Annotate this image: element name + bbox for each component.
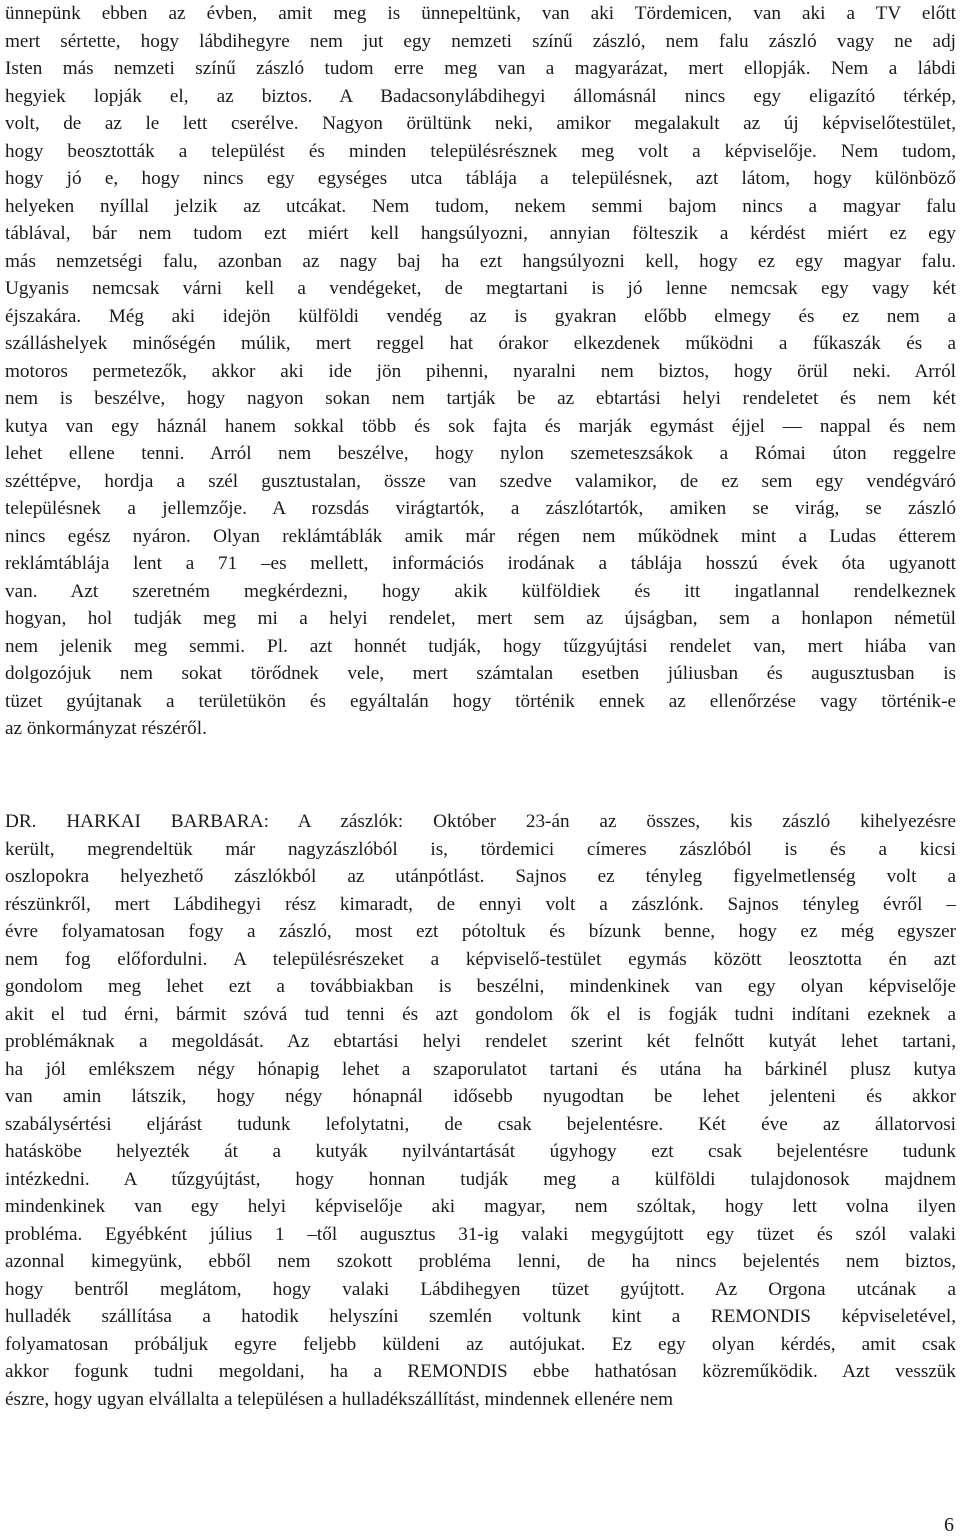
- text-line: táblával, bár nem tudom ezt miért kell hangsúlyozni, annyian fölteszik a kérdést miért ez egy: [5, 223, 956, 244]
- text-line: dolgozójuk nem sokat törődnek vele, mert számtalan esetben júliusban és augusztusban is: [5, 663, 956, 684]
- text-line: hegyiek lopják el, az biztos. A Badacsonylábdihegyi állomásnál nincs egy eligazító térkép,: [5, 85, 956, 107]
- text-line: reklámtáblája lent a 71 –es mellett, információs irodának a táblája hosszú évek óta ugyanott: [5, 553, 956, 574]
- text-line: mert sértette, hogy lábdihegyre nem jut egy nemzeti színű zászló, nem falu zászló vagy ne adj: [5, 30, 956, 52]
- text-line: akit el tud érni, bármit szóvá tud tenni és azt gondolom ők el is fogják tudni indítani ezeknek a: [5, 1003, 956, 1025]
- text-line: folyamatosan próbáljuk egyre feljebb küldeni az autójukat. Ez egy olyan kérdés, amit csak: [5, 1333, 956, 1355]
- text-line: hogy jó e, hogy nincs egy egységes utca táblája a településnek, azt látom, hogy különböző: [5, 168, 956, 189]
- text-line: intézkedni. A tűzgyújtást, hogy honnan tudják meg a külföldi tulajdonosok majdnem: [5, 1168, 956, 1190]
- text-line: hogy bentről meglátom, hogy valaki Lábdihegyen tüzet gyújtott. Az Orgona utcának a: [5, 1278, 956, 1300]
- text-line: hogyan, hol tudják meg mi a helyi rendelet, mert sem az újságban, sem a honlapon németül: [5, 608, 956, 629]
- text-line: mindenkinek van egy helyi képviselője aki magyar, nem szóltak, hogy lett volna ilyen: [5, 1196, 956, 1217]
- text-line: akkor fogunk tudni megoldani, ha a REMONDIS ebbe hathatósan közreműködik. Azt vesszük: [5, 1361, 956, 1382]
- text-line: évre folyamatosan fogy a zászló, most ezt pótoltuk és bízunk benne, hogy ez még egyszer: [5, 921, 956, 942]
- text-line: az önkormányzat részéről.: [5, 718, 207, 739]
- text-line: Isten más nemzeti színű zászló tudom erre meg van a magyarázat, mert ellopják. Nem a lábdi: [5, 58, 956, 79]
- text-line: tüzet gyújtanak a területükön és egyáltalán hogy történik ennek az ellenőrzése vagy történik-e: [5, 690, 956, 712]
- text-line: kutya van egy háznál hanem sokkal több és sok fajta és marják egymást éjjel — nappal és nem: [5, 415, 956, 437]
- text-line: ha jól emlékszem négy hónapig lehet a szaporulatot tartani és utána ha bárkinél plusz kutya: [5, 1058, 956, 1080]
- text-line: oszlopokra helyezhető zászlókból az utánpótlást. Sajnos ez tényleg figyelmetlenség volt a: [5, 866, 956, 887]
- text-line: hulladék szállítása a hatodik helyszíni szemlén voltunk kint a REMONDIS képviseletével,: [5, 1306, 956, 1327]
- text-line: hogy beosztották a települést és minden településrésznek meg volt a képviselője. Nem tudom,: [5, 140, 956, 162]
- text-line: széttépve, hordja a szél gusztustalan, össze van szedve valamikor, de ez sem egy vendégváró: [5, 470, 956, 492]
- text-line: volt, de az le lett cserélve. Nagyon örültünk neki, amikor megalakult az új képviselőtestület,: [5, 113, 956, 134]
- text-line: szabálysértési eljárást tudunk lefolytatni, de csak bejelentésre. Két éve az állatorvosi: [5, 1113, 956, 1135]
- paragraph-harkai-barbara-reply: [5, 808, 956, 1413]
- text-line: került, megrendeltük már nagyzászlóból is, tördemici címeres zászlóból is és a kicsi: [5, 838, 956, 860]
- text-line: nem is beszélve, hogy nagyon sokan nem tartják be az ebtartási helyi rendeletet és nem két: [5, 388, 956, 409]
- text-line: nincs egész nyáron. Olyan reklámtáblák amik már régen nem működnek mint a Ludas étterem: [5, 525, 956, 547]
- text-line: lehet ellene tenni. Arról nem beszélve, hogy nylon szemeteszsákok a Római úton reggelre: [5, 443, 956, 464]
- text-line: DR. HARKAI BARBARA: A zászlók: Október 23-án az összes, kis zászló kihelyezésre: [5, 811, 956, 832]
- text-line: nem jelenik meg semmi. Pl. azt honnét tudják, hogy tűzgyújtási rendelet van, mert hiába van: [5, 635, 956, 657]
- page-number: 6: [944, 1514, 954, 1536]
- text-line: szálláshelyek minőségén múlik, mert reggel hat órakor elkezdenek működni a fűkaszák és a: [5, 333, 956, 354]
- text-line: helyeken nyíllal jelzik az utcákat. Nem tudom, nekem semmi bajom nincs a magyar falu: [5, 195, 956, 217]
- text-line: Ugyanis nemcsak várni kell a vendégeket, de megtartani is jó lenne nemcsak egy vagy két: [5, 278, 956, 299]
- text-line: azonnal kimegyünk, ebből nem szokott probléma lenni, de ha nincs bejelentés nem biztos,: [5, 1251, 956, 1272]
- text-line: településnek a jellemzője. A rozsdás virágtartók, a zászlótartók, amiken se virág, se zászló: [5, 498, 956, 519]
- text-line: van amin látszik, hogy négy hónapnál idősebb nyugodtan be lehet jelenteni és akkor: [5, 1086, 956, 1107]
- text-line: hatásköbe helyezték át a kutyák nyilvántartását úgyhogy ezt csak bejelentésre tudunk: [5, 1141, 956, 1162]
- text-line: problémáknak a megoldását. Az ebtartási helyi rendelet szerint két felnőtt kutyát lehet tartani,: [5, 1031, 956, 1052]
- text-line: probléma. Egyébként július 1 –től augusztus 31-ig valaki megygújtott egy tüzet és szól valaki: [5, 1223, 956, 1245]
- text-line: éjszakára. Még aki idejön külföldi vendég az is gyakran előbb elmegy és ez nem a: [5, 305, 956, 327]
- text-line: részünkről, mert Lábdihegyi rész kimaradt, de ennyi volt a zászlónk. Sajnos tényleg évről –: [5, 893, 956, 915]
- text-line: más nemzetségi falu, azonban az nagy baj ha ezt hangsúlyozni kell, hogy ez egy magyar falu.: [5, 250, 956, 272]
- text-line: észre, hogy ugyan elvállalta a településen a hulladékszállítást, mindennek ellenére nem: [5, 1388, 674, 1410]
- text-line: motoros permetezők, akkor aki ide jön pihenni, nyaralni nem biztos, hogy örül neki. Arról: [5, 360, 956, 382]
- text-line: nem fog előfordulni. A településrészeket a képviselő-testület egymás között leosztotta én azt: [5, 948, 956, 970]
- text-line: gondolom meg lehet ezt a továbbiakban is beszélni, mindenkinek van egy olyan képviselője: [5, 976, 956, 997]
- text-line: ünnepünk ebben az évben, amit meg is ünnepeltünk, van aki Tördemicen, van aki a TV előtt: [5, 3, 956, 24]
- paragraph-resident-comment: [5, 0, 956, 743]
- text-line: van. Azt szeretném megkérdezni, hogy akik külföldiek és itt ingatlannal rendelkeznek: [5, 580, 956, 602]
